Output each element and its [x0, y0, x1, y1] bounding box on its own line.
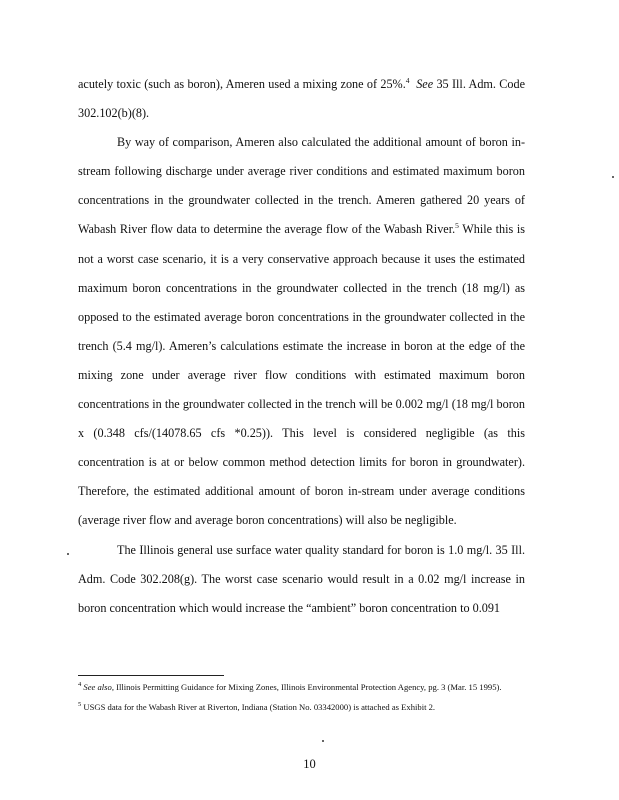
paragraph-1-text: acutely toxic (such as boron), Ameren used a mixing zone of 25%. [78, 77, 406, 91]
paragraph-1-citation: 35 Ill. Adm. Code 302.102(b)(8). [78, 77, 526, 121]
footnote-ref-5: 5 [455, 221, 459, 231]
citation-signal: See [416, 77, 434, 91]
footnote-ref-4: 4 [405, 75, 410, 85]
footnote-5-text: USGS data for the Wabash River at Riverton, Indiana (Station No. 03342000) is attached as Exhibit 2. [81, 702, 436, 712]
footnote-5-number: 5 [78, 701, 82, 709]
footnote-5 [78, 702, 525, 713]
page-number: 10 [303, 757, 316, 771]
scan-speck [67, 553, 69, 555]
paragraph-3-text: The Illinois general use surface water quality standard for boron is 1.0 mg/l. 35 Ill. Adm. Code 302.208(g). The worst case scenario would result in a 0.02 mg/l increase in boron concentration which would increase the “ambient” boron concentration to 0.091 [78, 542, 525, 615]
footnote-separator [78, 675, 224, 676]
paragraph-2 [78, 128, 525, 535]
paragraph-1 [78, 70, 525, 128]
scan-speck [322, 740, 324, 742]
paragraph-2-text-b: While this is not a worst case scenario, it is a very conservative approach because it uses the estimated maximum boron concentrations in the groundwater collected in the trench (18 mg/l) as opposed to the estimated average boron concentrations in the groundwater collected in the trench (5.4 mg/l). Ameren’s calculations estimate the increase in boron at the edge of the mixing zone under average river flow conditions with estimated maximum boron concentrations in the groundwater collected in the trench will be 0.002 mg/l (18 mg/l boron x (0.348 cfs/(14078.65 cfs *0.25)). This level is considered negligible (as this concentration is at or below common method detection limits for boron in groundwater). Therefore, the estimated additional amount of boron in-stream under average conditions (average river flow and average boron concentrations) will also be negligible. [78, 222, 526, 528]
paragraph-3 [78, 536, 525, 623]
footnotes [78, 682, 525, 722]
scan-speck [612, 176, 614, 178]
paragraph-2-text-a: By way of comparison, Ameren also calculated the additional amount of boron in-stream following discharge under average river conditions and estimated maximum boron concentrations in the groundwater collected in the trench. Ameren gathered 20 years of Wabash River flow data to determine the average flow of the Wabash River. [78, 135, 525, 237]
footnote-4-number: 4 [78, 681, 82, 689]
footnote-4-text: , Illinois Permitting Guidance for Mixing Zones, Illinois Environmental Protection Agency, pg. 3 (Mar. 15 1995). [111, 682, 502, 692]
footnote-4 [78, 682, 525, 693]
footnote-4-signal: See also [83, 682, 112, 692]
body-text [78, 70, 525, 623]
